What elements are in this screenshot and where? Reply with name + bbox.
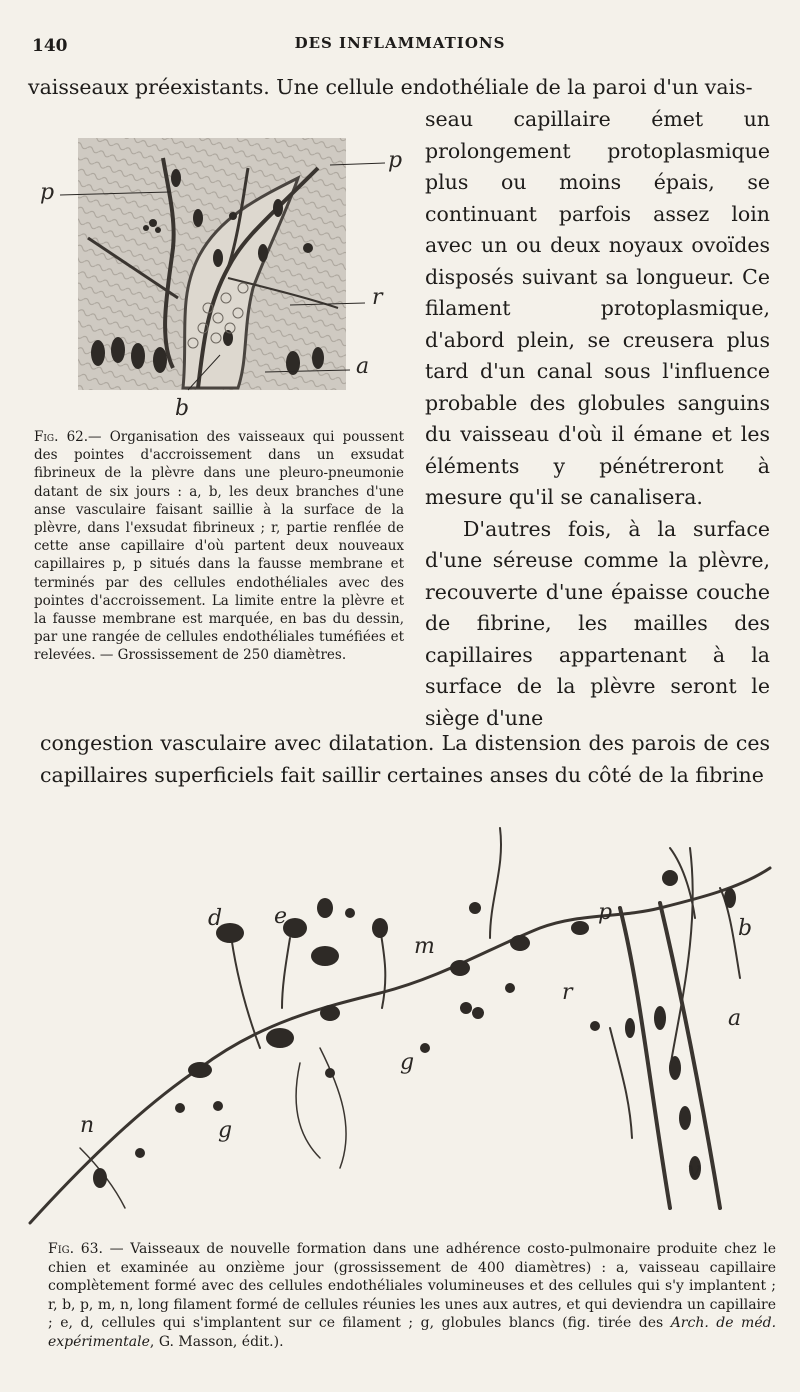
figure-63-caption-end: , G. Masson, édit.). bbox=[149, 1333, 284, 1350]
figure-63-label-v: v bbox=[688, 1158, 701, 1183]
figure-63-label-n: n bbox=[80, 1113, 95, 1138]
figure-63-label-g-left: g bbox=[218, 1118, 233, 1143]
body-full-width-text: congestion vasculaire avec dilatation. La distension des parois de ces capillaires superficiels fait saillir certaines anses du côté de la fibrine bbox=[40, 731, 770, 787]
paragraph-1-continuation: seau capillaire émet un prolongement protoplasmique plus ou moins épais, se continuant parfois assez loin avec un ou deux noyaux ovoïdes disposés suivant sa longueur. Ce filament protoplasmique, d'abord plein, se creusera plus tard d'un canal sous l'influence probable des globules sanguins du vaisseau d'où il émane et les éléments y pénétreront à mesure qu'il se canalisera. bbox=[425, 107, 770, 509]
figure-63-label-r: r bbox=[562, 980, 573, 1005]
figure-63-illustration bbox=[20, 808, 790, 1233]
figure-62-label-p-right: p bbox=[388, 148, 403, 173]
figure-62-caption-text: — Organisation des vaisseaux qui poussent des pointes d'accroissement dans un exsudat fibrineux de la plèvre dans une pleuro-pneumonie datant de six jours : a, b, les deux branches d'une anse vasculaire faisant saillie à la surface de la plèvre, dans l'exsudat fibrineux ; r, partie renflée de cette anse capillaire d'où partent deux nouveaux capillaires p, p situés dans la fausse membrane et terminés par des cellules endothéliales avec des pointes d'accroissement. La limite entre la plèvre et la fausse membrane est marquée, en bas du dessin, par une rangée de cellules endothéliales tuméfiées et relevées. — Grossissement de 250 diamètres. bbox=[34, 429, 404, 664]
body-right-column bbox=[425, 104, 770, 734]
running-title: DES INFLAMMATIONS bbox=[294, 34, 506, 52]
figure-63-label-d: d bbox=[208, 906, 223, 931]
figure-62-label-r: r bbox=[372, 285, 383, 310]
figure-63-caption-label: Fig. 63. bbox=[48, 1241, 103, 1257]
paragraph-2: D'autres fois, à la surface d'une séreuse comme la plèvre, recouverte d'une épaisse couche de fibrine, les mailles des capillaires appartenant à la surface de la plèvre seront le siège d'une bbox=[425, 516, 770, 730]
figure-62-label-p-left: p bbox=[40, 180, 55, 205]
figure-63-label-a: a bbox=[728, 1006, 742, 1031]
figure-62-leader-lines bbox=[40, 130, 403, 420]
figure-63-drawing bbox=[20, 808, 790, 1233]
page-header bbox=[0, 30, 800, 60]
figure-62-label-b: b bbox=[175, 396, 190, 421]
figure-62-caption-label: Fig. 62. bbox=[34, 429, 89, 445]
figure-63-caption-source: Arch. de méd. expérimentale bbox=[48, 1315, 777, 1350]
figure-63-label-b: b bbox=[738, 916, 753, 941]
page-number: 140 bbox=[32, 36, 68, 56]
figure-63-caption bbox=[48, 1240, 776, 1351]
figure-63-label-g-right: g bbox=[400, 1050, 415, 1075]
figure-62-caption bbox=[34, 428, 404, 665]
figure-63-label-p: p bbox=[598, 900, 613, 925]
figure-63-label-e: e bbox=[274, 904, 288, 929]
figure-63-caption-text: — Vaisseaux de nouvelle formation dans une adhérence costo-pulmonaire produite chez le chien et examinée au onzième jour (grossissement de 400 diamètres) : a, vaisseau capillaire complètement formé avec des cellules endothéliales volumineuses et des cellules qui s'y implantent ; r, b, p, m, n, long filament formé de cellules réunies les unes aux autres, et qui deviendra un capillaire ; e, d, cellules qui s'implantent sur ce filament ; g, globules blancs (fig. tirée des bbox=[48, 1241, 777, 1331]
figure-62-label-a: a bbox=[356, 354, 370, 379]
body-first-line: vaisseaux préexistants. Une cellule endothéliale de la paroi d'un vais- bbox=[28, 75, 753, 99]
figure-63-label-m: m bbox=[414, 934, 435, 959]
